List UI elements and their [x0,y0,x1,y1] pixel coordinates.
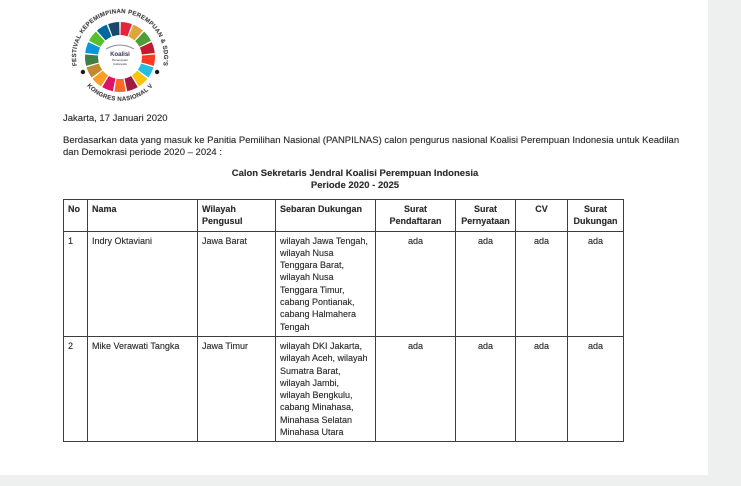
logo-center-word: Koalisi [110,52,130,58]
header-no: No [64,200,88,232]
sdg-wheel-segment [93,65,97,73]
organization-logo [68,5,172,109]
sdg-wheel-segment [121,29,130,31]
logo-center-word3: Indonesia [113,62,127,66]
sdg-wheel-segment [101,31,109,36]
candidates-table [63,199,624,442]
table-header-row [64,200,624,232]
cell-surat-dukungan: ada [568,231,624,336]
logo-right-dot-icon [155,70,159,74]
cell-surat-pendaftaran: ada [376,231,456,336]
logo-arc-bottom-text: KONGRES NASIONAL V [85,82,155,103]
header-surat-pernyataan: Surat Pernyataan [456,200,516,232]
cell-wilayah-pengusul: Jawa Timur [198,336,276,441]
logo-left-dot-icon [81,70,85,74]
cell-wilayah-pengusul: Jawa Barat [198,231,276,336]
sdg-wheel-segment [110,29,119,31]
sdg-wheel-logo-icon [68,5,172,109]
document-title [63,168,647,191]
header-cv: CV [516,200,568,232]
sdg-wheel-segment [146,45,149,54]
cell-surat-pernyataan: ada [456,336,516,441]
sdg-wheel-segment [143,65,147,73]
sdg-wheel-segment [140,36,146,43]
cell-sebaran-dukungan: wilayah Jawa Tengah, wilayah Nusa Tenggara Barat, wilayah Nusa Tenggara Timur, cabang Pontianak, cabang Halmahera Tengah [276,231,376,336]
logo-arc-top-text: FESTIVAL KEPEMIMPINAN PEREMPUAN & SDG'S [70,8,170,67]
cell-surat-dukungan: ada [568,336,624,441]
header-nama: Nama [88,200,198,232]
cell-sebaran-dukungan: wilayah DKI Jakarta, wilayah Aceh, wilayah Sumatra Barat, wilayah Jambi, wilayah Bengkulu, cabang Minahasa, Minahasa Selatan Minahasa Utara [276,336,376,441]
sdg-wheel-segment [98,75,105,81]
cell-cv: ada [516,231,568,336]
sdg-wheel-segment [126,82,135,85]
header-surat-pendaftaran: Surat Pendaftaran [376,200,456,232]
cell-no: 2 [64,336,88,441]
cell-nama: Indry Oktaviani [88,231,198,336]
cell-surat-pernyataan: ada [456,231,516,336]
header-sebaran-dukungan: Sebaran Dukungan [276,200,376,232]
sdg-wheel-segment [92,55,93,64]
sdg-wheel-segment [148,55,149,64]
sdg-wheel-segment [131,31,139,36]
header-surat-dukungan: Surat Dukungan [568,200,624,232]
sdg-wheel-segment [92,45,95,54]
intro-paragraph: Berdasarkan data yang masuk ke Panitia Pemilihan Nasional (PANPILNAS) calon pengurus nasional Koalisi Perempuan Indonesia untuk Keadilan dan Demokrasi periode 2020 – 2024 : [63,135,680,158]
cell-no: 1 [64,231,88,336]
date-line: Jakarta, 17 Januari 2020 [63,113,168,124]
table-row [64,336,624,441]
cell-cv: ada [516,336,568,441]
title-line-1: Calon Sekretaris Jendral Koalisi Perempuan Indonesia [231,168,479,179]
cell-surat-pendaftaran: ada [376,336,456,441]
sdg-wheel-segment [95,36,101,43]
table-row [64,231,624,336]
header-wilayah-pengusul: Wilayah Pengusul [198,200,276,232]
sdg-wheel-segment [136,75,143,81]
logo-center-word2: Perempuan [112,58,128,62]
title-line-2: Periode 2020 - 2025 [310,179,400,191]
sdg-wheel-segment [106,82,115,85]
cell-nama: Mike Verawati Tangka [88,336,198,441]
